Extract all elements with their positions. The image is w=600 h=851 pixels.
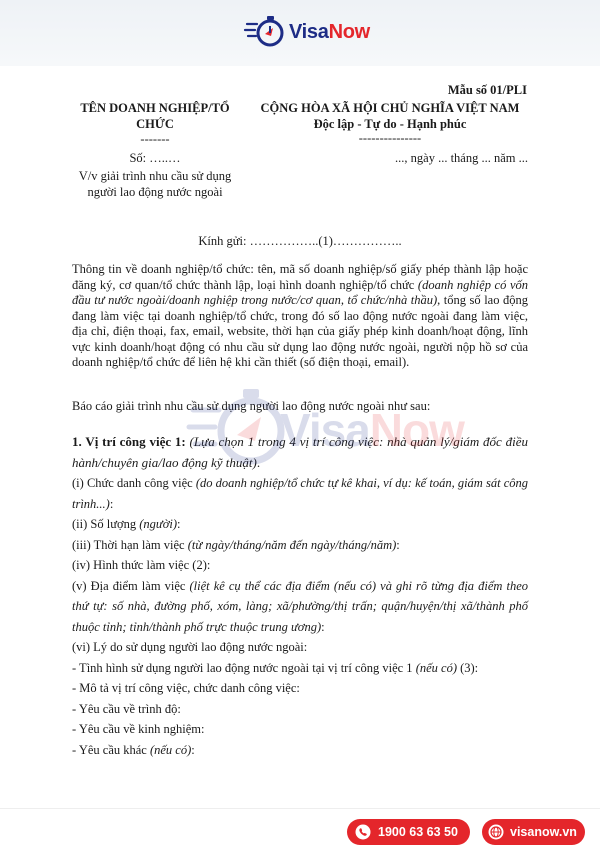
reason-4: - Yêu cầu về kinh nghiệm:: [72, 722, 205, 736]
doc-number: Số: …..…: [129, 151, 181, 165]
item-iii-end: :: [396, 537, 400, 552]
org-dash: -------: [140, 132, 170, 146]
item-ii-label: (ii) Số lượng: [72, 517, 140, 531]
logo-visa-text: Visa: [289, 20, 329, 43]
website-text: visanow.vn: [510, 825, 577, 839]
org-block: [70, 100, 240, 200]
hotline-button[interactable]: [347, 819, 470, 845]
item-v-note: (liệt kê cụ thể các địa điểm (nếu có) và ghi rõ từng địa điểm theo thứ tự: số nhà, đường phố, xóm, làng; xã/phường/thị trấn; quận/huyện/thị xã/thành phố thuộc tỉnh; tỉnh/thành phố trực thuộc trung ương): [72, 578, 528, 634]
position-1-section: [72, 432, 528, 760]
item-i-label: (i) Chức danh công việc: [72, 476, 196, 490]
website-link[interactable]: [482, 819, 585, 845]
stopwatch-plane-icon: [243, 14, 289, 50]
item-ii-end: :: [177, 517, 181, 531]
motto-dash: ---------------: [358, 131, 422, 145]
company-info-paragraph: [72, 262, 528, 371]
item-i-note: (do doanh nghiệp/tổ chức tự kê khai, ví dụ: kế toán, giám sát công trình...): [72, 476, 528, 511]
org-name: TÊN DOANH NGHIỆP/TỔ CHỨC: [80, 101, 230, 131]
hotline-number: 1900 63 63 50: [378, 825, 458, 839]
reason-5-end: :: [191, 742, 195, 757]
visanow-logo[interactable]: [243, 13, 370, 51]
globe-icon: [488, 824, 504, 840]
nation-title: CỘNG HÒA XÃ HỘI CHỦ NGHĨA VIỆT NAM: [260, 101, 520, 115]
footer-bar: [0, 808, 600, 851]
reason-5-label: - Yêu cầu khác: [72, 742, 150, 757]
report-intro-paragraph: [72, 398, 528, 414]
item-iii-note: (từ ngày/tháng/năm đến ngày/tháng/năm): [187, 537, 397, 552]
p1-text-italic: (doanh nghiệp có vốn đầu tư nước ngoài/doanh nghiệp trong nước/cơ quan, tổ chức/nhà thầu): [72, 277, 529, 307]
item-vi: (vi) Lý do sử dụng người lao động nước ngoài:: [72, 640, 308, 654]
header-band: [0, 0, 600, 66]
subject-line-1: V/v giải trình nhu cầu sử dụng: [78, 169, 232, 183]
p1-text-b: , tổng số lao động đang làm việc tại doanh nghiệp/tổ chức, trong đó số lao động nước ngoài đang làm việc, địa chỉ, điện thoại, fax, email, website, thời hạn của giấy phép kinh doanh/hoạt động, lĩnh vực kinh doanh/hoạt động có nhu cầu sử dụng lao động nước ngoài, người nộp hồ sơ của doanh nghiệp/tổ chức để liên hệ khi cần thiết (số điện thoại, email).: [72, 293, 528, 369]
form-number: Mẫu số 01/PLI: [447, 83, 527, 97]
section-heading: 1. Vị trí công việc 1:: [72, 434, 186, 449]
nation-motto: Độc lập - Tự do - Hạnh phúc: [313, 117, 467, 131]
item-iv: (iv) Hình thức làm việc (2):: [72, 558, 211, 572]
item-iii-label: (iii) Thời hạn làm việc: [72, 537, 188, 552]
reason-1-note: (nếu có): [415, 660, 457, 675]
section-heading-end: .: [256, 454, 261, 470]
item-v-label: (v) Địa điểm làm việc: [72, 578, 190, 593]
reason-3: - Yêu cầu về trình độ:: [72, 701, 181, 716]
nation-block: [240, 100, 540, 166]
date-line: ..., ngày ... tháng ... năm ...: [395, 151, 528, 165]
watermark-now: Now: [369, 404, 464, 456]
addressee-line: Kính gửi: ……………..(1)……………..: [198, 234, 402, 248]
item-ii-note: (người): [139, 517, 178, 531]
reason-1-end: (3):: [456, 660, 479, 675]
item-v-end: :: [321, 619, 325, 634]
phone-icon: [355, 824, 371, 840]
reason-2: - Mô tả vị trí công việc, chức danh công việc:: [72, 681, 300, 695]
watermark-visa: Visa: [280, 404, 370, 456]
subject-line-2: người lao động nước ngoài: [87, 185, 223, 199]
item-i-end: :: [109, 496, 114, 511]
reason-5-note: (nếu có): [149, 742, 192, 757]
section-heading-italic: (Lựa chọn 1 trong 4 vị trí công việc: nhà quản lý/giám đốc điều hành/chuyên gia/lao động kỹ thuật): [72, 434, 528, 470]
p2-text: Báo cáo giải trình nhu cầu sử dụng người lao động nước ngoài như sau:: [72, 399, 431, 413]
p1-text-a: Thông tin về doanh nghiệp/tổ chức: tên, mã số doanh nghiệp/số giấy phép thành lập hoặc đăng ký, cơ quan/tổ chức thành lập, loại hình doanh nghiệp/tổ chức: [72, 262, 528, 292]
reason-1-label: - Tình hình sử dụng người lao động nước ngoài tại vị trí công việc 1: [72, 660, 416, 675]
logo-now-text: Now: [328, 20, 370, 43]
